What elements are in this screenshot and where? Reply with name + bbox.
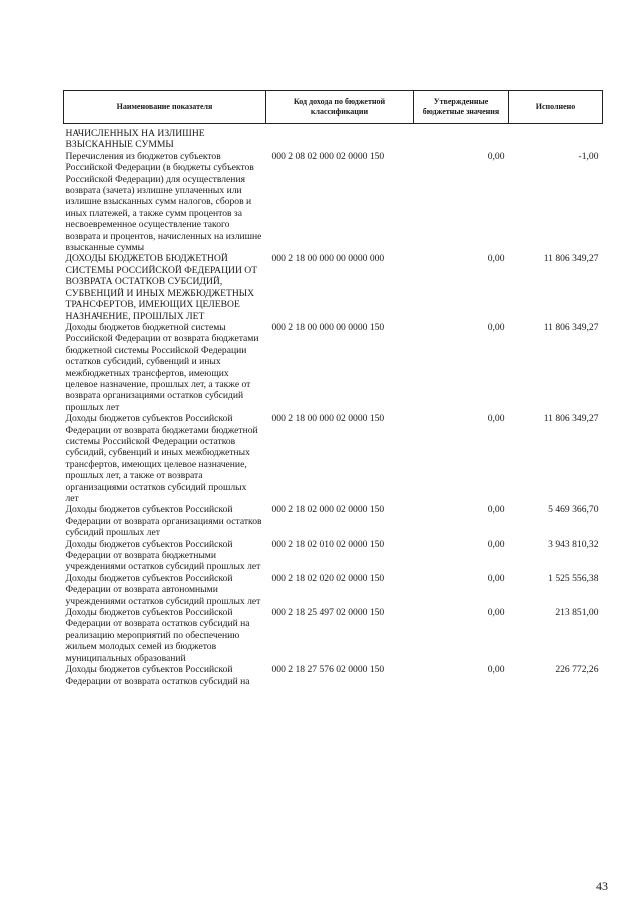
row-code: 000 2 18 00 000 02 0000 150	[271, 413, 385, 425]
row-name: ДОХОДЫ БЮДЖЕТОВ БЮДЖЕТНОЙ СИСТЕМЫ РОССИЙСКОЙ ФЕДЕРАЦИИ ОТ ВОЗВРАТА ОСТАТКОВ СУБСИДИЙ, СУБВЕНЦИЙ И ИНЫХ МЕЖБЮДЖЕТНЫХ ТРАНСФЕРТОВ, ИМЕЮЩИХ ЦЕЛЕВОЕ НАЗНАЧЕНИЕ, ПРОШЛЫХ ЛЕТ	[65, 253, 258, 322]
row-code	[266, 128, 414, 151]
row-name: Доходы бюджетов субъектов Российской Федерации от возврата автономными учреждениями остатков субсидий прошлых лет	[65, 572, 261, 607]
row-approved: 0,00	[487, 413, 505, 425]
table-row	[64, 504, 603, 538]
row-executed: 11 806 349,27	[543, 253, 599, 265]
row-approved: 0,00	[487, 572, 505, 584]
table-row	[64, 151, 603, 254]
row-name: НАЧИСЛЕННЫХ НА ИЗЛИШНЕ ВЗЫСКАННЫЕ СУММЫ	[65, 128, 205, 151]
row-approved: 0,00	[487, 150, 505, 162]
header-name: Наименование показателя	[64, 91, 266, 124]
header-code: Код дохода по бюджетной классификации	[266, 91, 414, 124]
header-executed: Исполнено	[509, 91, 603, 124]
row-code: 000 2 18 02 010 02 0000 150	[271, 538, 385, 550]
table-row	[64, 413, 603, 504]
row-approved: 0,00	[487, 504, 505, 516]
row-executed: -1,00	[578, 150, 599, 162]
row-executed: 1 525 556,38	[548, 572, 599, 584]
row-approved: 0,00	[487, 538, 505, 550]
row-name: Доходы бюджетов субъектов Российской Федерации от возврата бюджетами бюджетной системы Российской Федерации остатков субсидий, субвенций и иных межбюджетных трансфертов, имеющих целевое назначение, прошлых лет, а также от возврата организациями остатков субсидий прошлых лет	[65, 413, 258, 504]
table-row	[64, 573, 603, 607]
page-number: 43	[596, 879, 608, 893]
table-row	[64, 664, 603, 687]
row-executed: 11 806 349,27	[543, 321, 599, 333]
table-row	[64, 607, 603, 664]
row-approved	[414, 128, 509, 151]
row-approved: 0,00	[487, 664, 505, 676]
row-approved: 0,00	[487, 607, 505, 619]
row-code: 000 2 08 02 000 02 0000 150	[271, 150, 385, 162]
row-code: 000 2 18 00 000 00 0000 150	[271, 321, 385, 333]
row-approved: 0,00	[487, 253, 505, 265]
table-body	[64, 128, 603, 687]
row-code: 000 2 18 25 497 02 0000 150	[271, 607, 385, 619]
row-approved: 0,00	[487, 321, 505, 333]
row-executed	[509, 128, 603, 151]
row-code: 000 2 18 02 020 02 0000 150	[271, 572, 385, 584]
revenue-table	[63, 90, 603, 687]
table-row	[64, 128, 603, 151]
row-executed: 226 772,26	[555, 664, 599, 676]
row-name: Доходы бюджетов субъектов Российской Федерации от возврата организациями остатков субсидий прошлых лет	[65, 504, 262, 539]
table-header-row	[64, 91, 603, 124]
table-row	[64, 322, 603, 413]
header-approved: Утвержденные бюджетные значения	[414, 91, 509, 124]
row-name: Доходы бюджетов субъектов Российской Федерации от возврата бюджетными учреждениями остатков субсидий прошлых лет	[65, 538, 261, 573]
row-code: 000 2 18 00 000 00 0000 000	[271, 253, 385, 265]
row-name: Перечисления из бюджетов субъектов Российской Федерации (в бюджеты субъектов Российской Федерации) для осуществления возврата (зачета) излишне уплаченных или излишне взысканных сумм налогов, сборов и иных платежей, а также сумм процентов за несвоевременное осуществление такого возврата и процентов, начисленных на излишне взысканные суммы	[65, 150, 262, 254]
row-name: Доходы бюджетов субъектов Российской Федерации от возврата остатков субсидий на реализацию мероприятий по обеспечению жильем молодых семей из бюджетов муниципальных образований	[65, 607, 250, 664]
row-code: 000 2 18 02 000 02 0000 150	[271, 504, 385, 516]
row-executed: 213 851,00	[555, 607, 599, 619]
row-executed: 11 806 349,27	[543, 413, 599, 425]
row-name: Доходы бюджетов субъектов Российской Федерации от возврата остатков субсидий на	[65, 664, 250, 687]
table-row	[64, 539, 603, 573]
table-row	[64, 253, 603, 321]
row-executed: 5 469 366,70	[548, 504, 599, 516]
row-executed: 3 943 810,32	[548, 538, 599, 550]
row-name: Доходы бюджетов бюджетной системы Российской Федерации от возврата бюджетами бюджетной системы Российской Федерации остатков субсидий, субвенций и иных межбюджетных трансфертов, имеющих целевое назначение, прошлых лет, а также от возврата организациями остатков субсидий прошлых лет	[65, 321, 259, 413]
row-code: 000 2 18 27 576 02 0000 150	[271, 664, 385, 676]
